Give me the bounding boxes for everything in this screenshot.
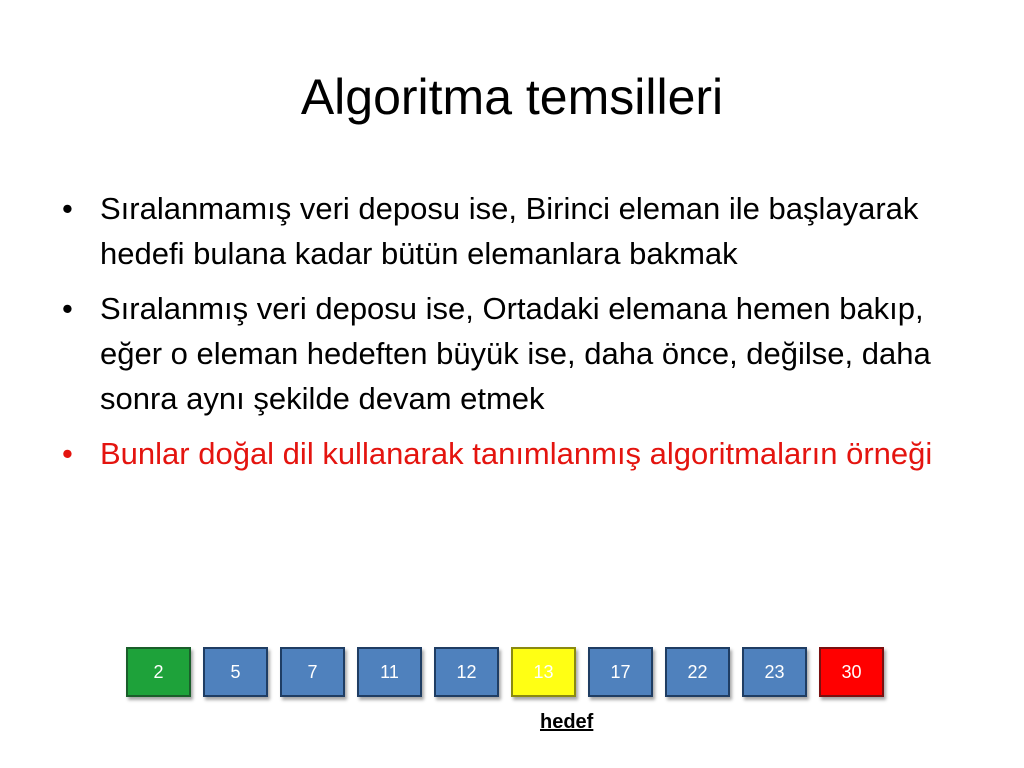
bullet-item bbox=[60, 186, 970, 276]
bullet-dot-icon: • bbox=[62, 191, 73, 226]
array-boxes bbox=[126, 647, 890, 703]
bullet-text: Bunlar doğal dil kullanarak tanımlanmış algoritmaların örneği bbox=[100, 436, 933, 471]
array-box: 17 bbox=[588, 647, 653, 697]
bullet-dot-icon: • bbox=[62, 436, 73, 471]
bullet-text: Sıralanmamış veri deposu ise, Birinci eleman ile başlayarak hedefi bulana kadar bütün elemanlara bakmak bbox=[100, 191, 919, 271]
bullet-item-highlight bbox=[60, 431, 970, 476]
array-box: 5 bbox=[203, 647, 268, 697]
array-box: 23 bbox=[742, 647, 807, 697]
bullet-item bbox=[60, 286, 970, 421]
array-box-last: 30 bbox=[819, 647, 884, 697]
slide-title: Algoritma temsilleri bbox=[300, 69, 724, 125]
bullet-dot-icon: • bbox=[62, 291, 73, 326]
target-label: hedef bbox=[540, 711, 594, 733]
array-box: 22 bbox=[665, 647, 730, 697]
array-box: 12 bbox=[434, 647, 499, 697]
array-box-target: 13 bbox=[511, 647, 576, 697]
array-box-first: 2 bbox=[126, 647, 191, 697]
array-box: 11 bbox=[357, 647, 422, 697]
bullet-list bbox=[60, 186, 970, 486]
array-box: 7 bbox=[280, 647, 345, 697]
bullet-text: Sıralanmış veri deposu ise, Ortadaki elemana hemen bakıp, eğer o eleman hedeften büyük ise, daha önce, değilse, daha sonra aynı şekilde devam etmek bbox=[100, 291, 931, 416]
